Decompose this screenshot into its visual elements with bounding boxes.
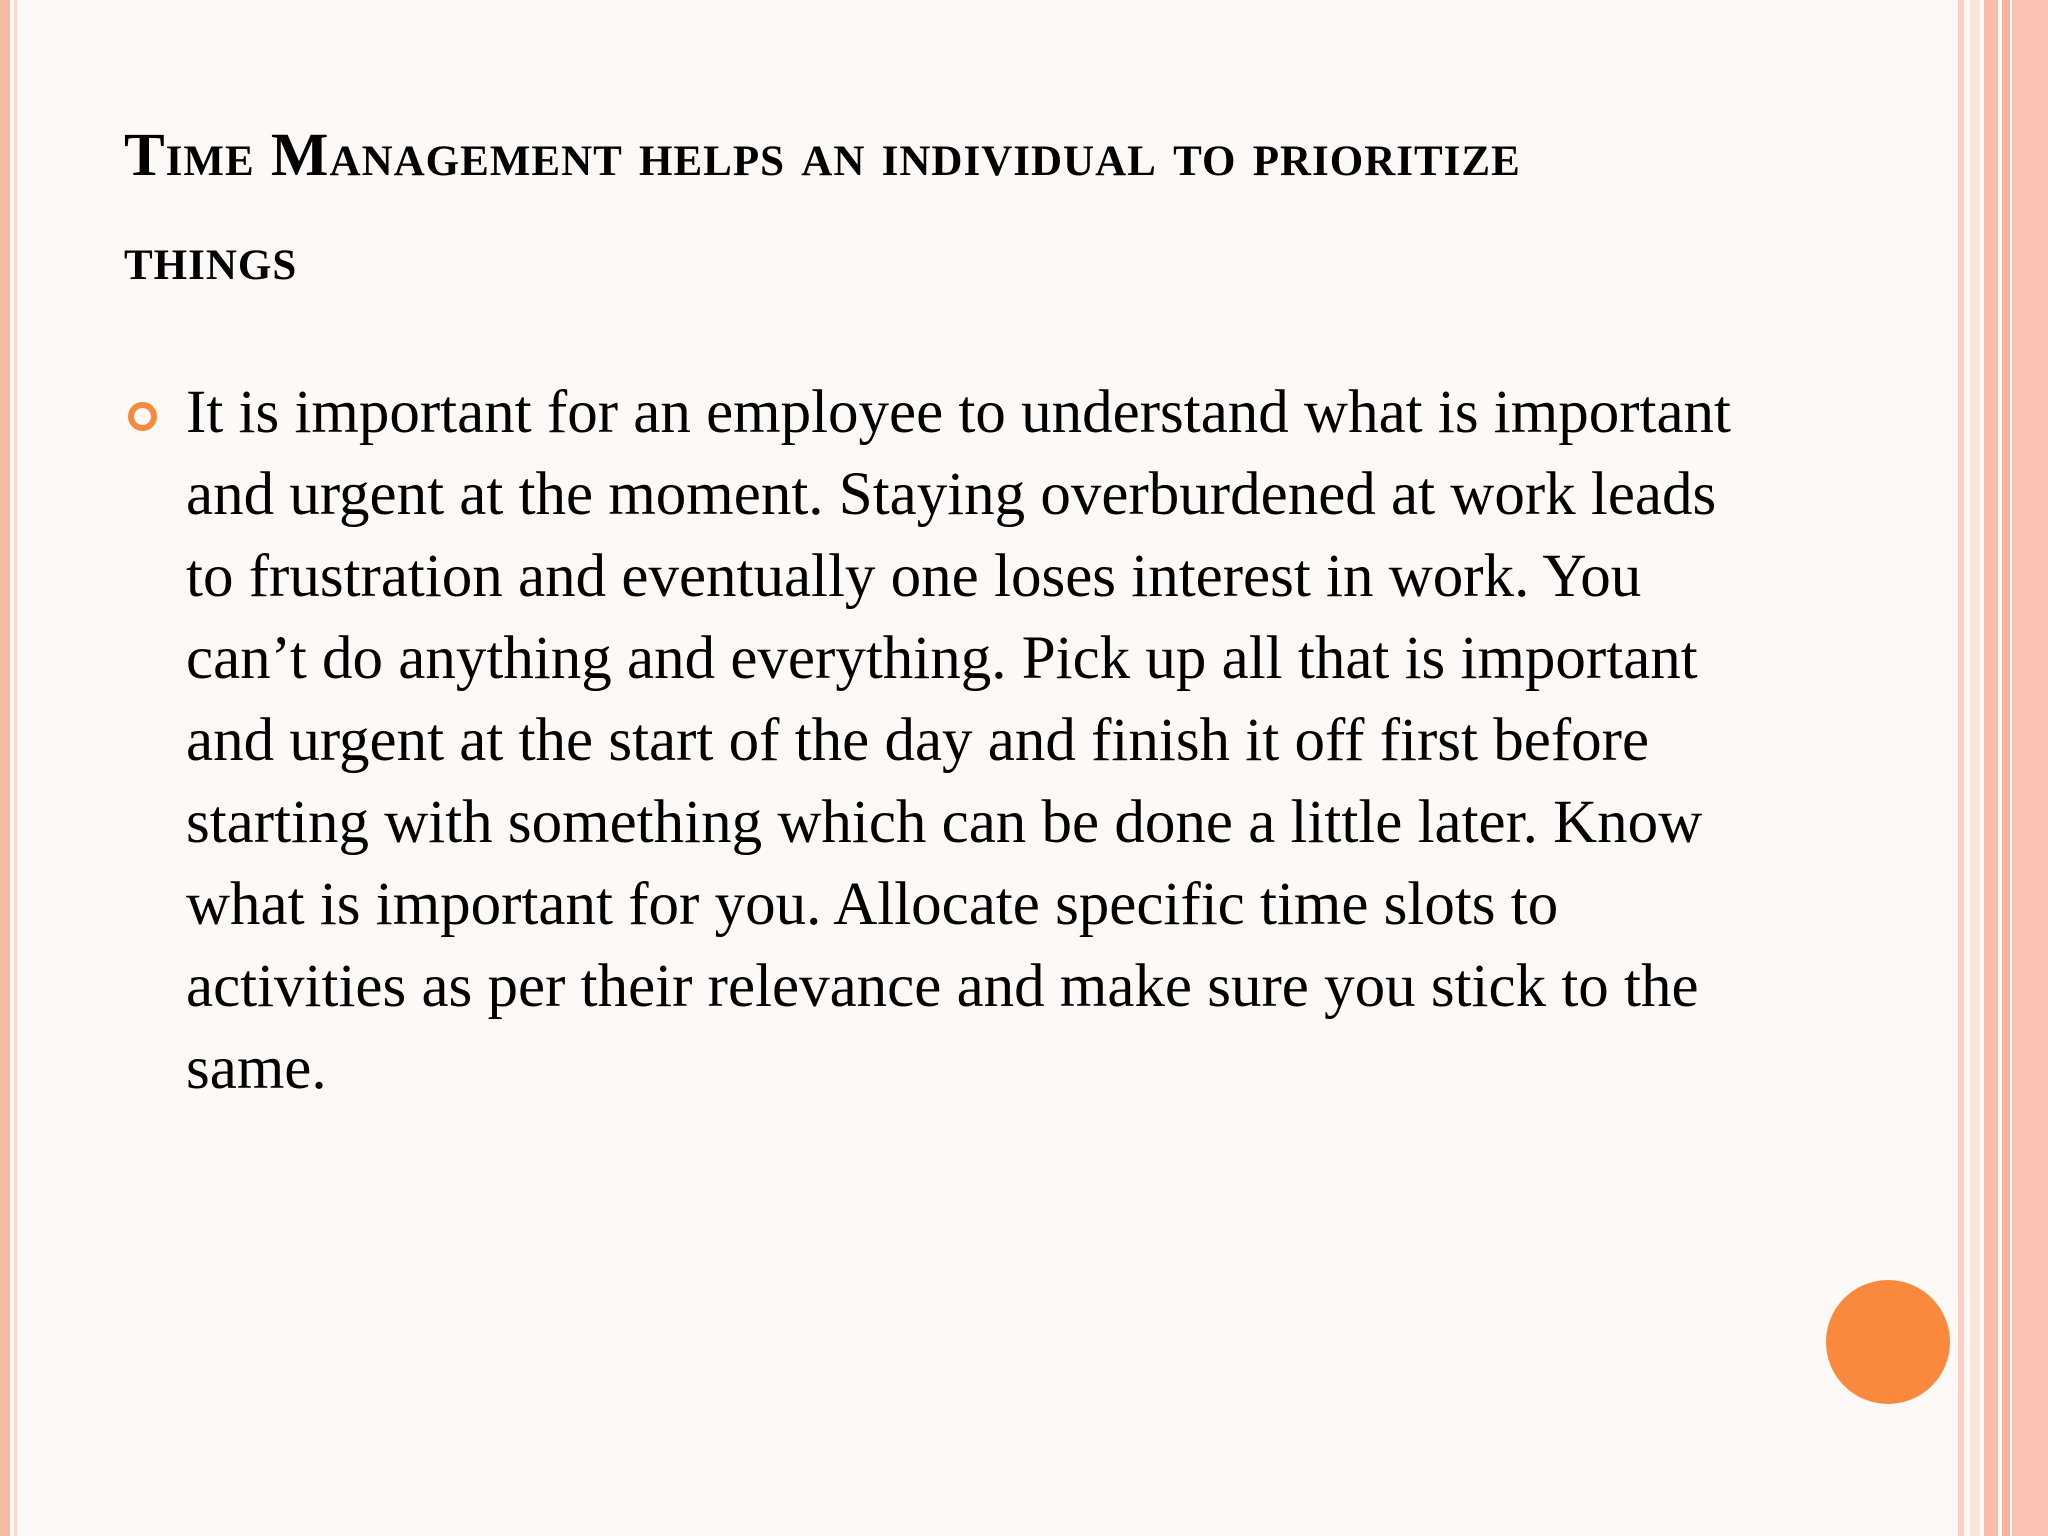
left-border-decoration bbox=[0, 0, 10, 1536]
right-stripe-decoration bbox=[2002, 0, 2010, 1536]
bullet-item bbox=[124, 372, 1764, 1110]
filled-circle-icon bbox=[1826, 1280, 1950, 1404]
right-stripe-decoration bbox=[2012, 0, 2048, 1536]
right-stripe-decoration bbox=[1984, 0, 1998, 1536]
left-border-inner-decoration bbox=[14, 0, 17, 1536]
hollow-circle-bullet-icon bbox=[128, 402, 157, 431]
bullet-text: It is important for an employee to understand what is important and urgent at the moment. Staying overburdened at work leads to frustration and eventually one loses interest in work. You can’t do anything and everything. Pick up all that is important and urgent at the start of the day and finish it off first before starting with something which can be done a little later. Know what is important for you. Allocate specific time slots to activities as per their relevance and make sure you stick to the same. bbox=[186, 379, 1731, 1102]
right-stripe-decoration bbox=[1970, 0, 1980, 1536]
right-stripe-decoration bbox=[1958, 0, 1964, 1536]
slide-title: Time Management helps an individual to prioritize things bbox=[124, 122, 1521, 293]
bullet-list bbox=[124, 372, 1764, 1110]
